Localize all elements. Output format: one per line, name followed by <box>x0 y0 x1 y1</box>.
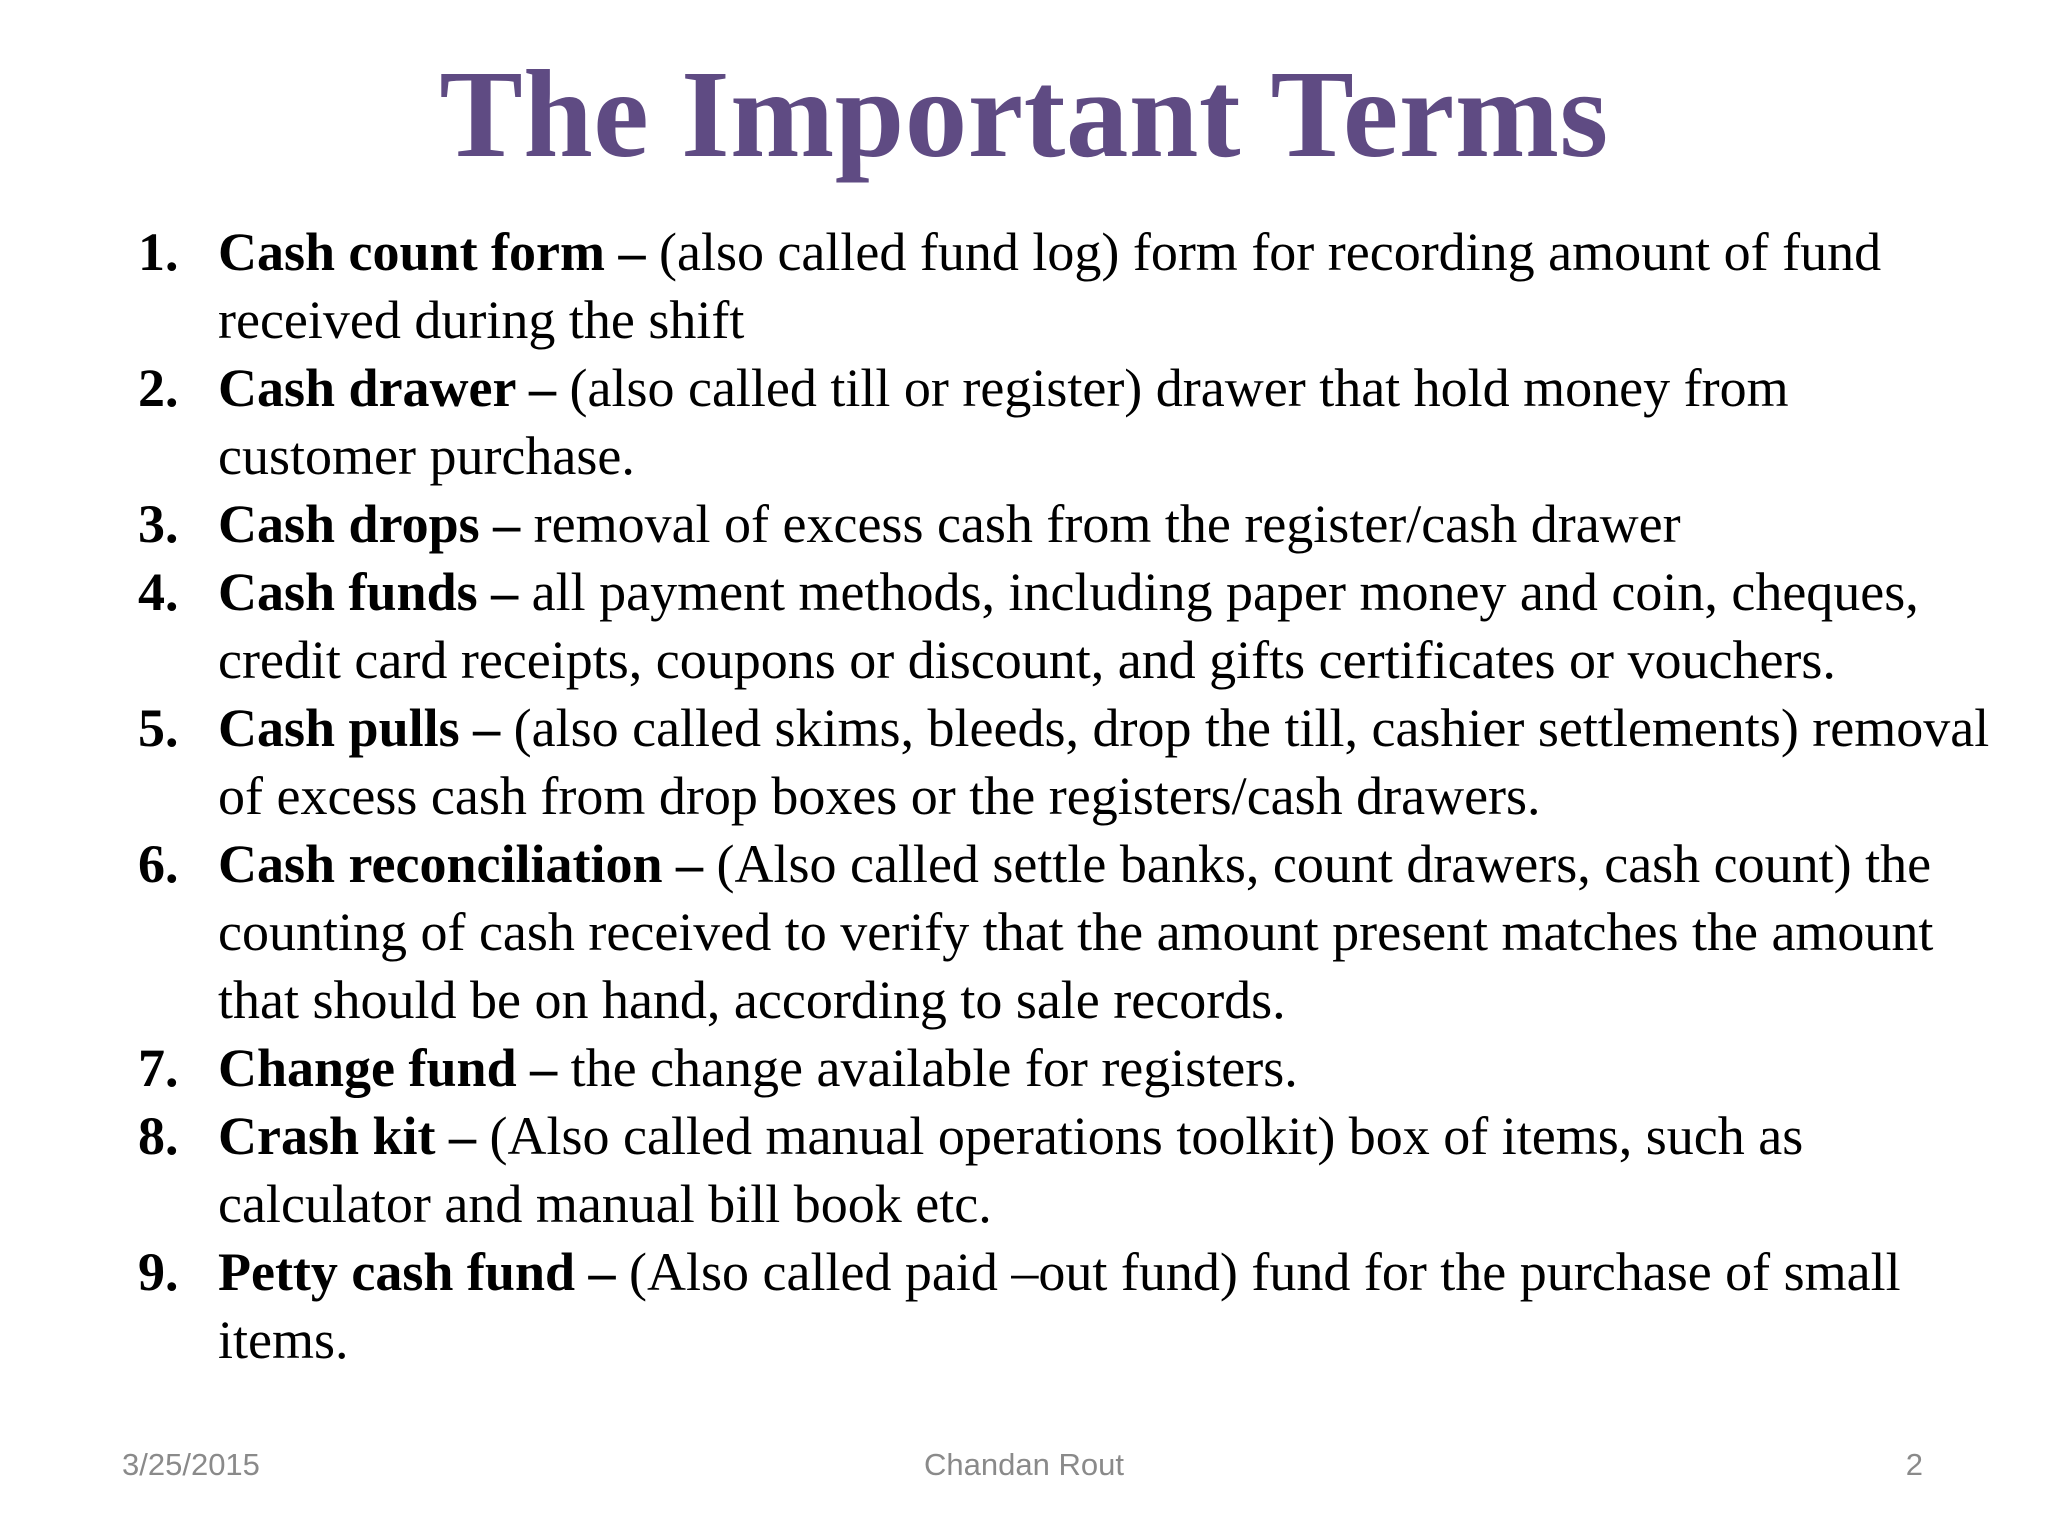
term-definition: (Also called settle banks, count drawers, cash count) the counting of cash received to verify that the amount present matches the amount that should be on hand, according to sale records. <box>218 834 1934 1030</box>
term-item-6 <box>138 830 1998 1034</box>
term-name: Cash pulls – <box>218 698 501 758</box>
term-number: 8. <box>138 1106 179 1166</box>
term-item-8 <box>138 1102 1998 1238</box>
term-number: 6. <box>138 834 179 894</box>
footer-page-number: 2 <box>1905 1447 1923 1482</box>
term-definition: (also called till or register) drawer that hold money from customer purchase. <box>218 358 1789 486</box>
term-item-3 <box>138 490 1998 558</box>
footer-date: 3/25/2015 <box>122 1447 260 1482</box>
slide-title: The Important Terms <box>439 46 1609 184</box>
term-number: 3. <box>138 494 179 554</box>
footer-author: Chandan Rout <box>924 1447 1124 1482</box>
term-name: Change fund – <box>218 1038 558 1098</box>
term-definition: (also called fund log) form for recording amount of fund received during the shift <box>218 222 1882 350</box>
term-definition: (Also called manual operations toolkit) box of items, such as calculator and manual bill book etc. <box>218 1106 1804 1234</box>
term-name: Petty cash fund – <box>218 1242 616 1302</box>
term-number: 1. <box>138 222 179 282</box>
term-item-5 <box>138 694 1998 830</box>
term-definition: (also called skims, bleeds, drop the till, cashier settlements) removal of excess cash from drop boxes or the registers/cash drawers. <box>218 698 1990 826</box>
term-name: Cash count form – <box>218 222 646 282</box>
term-item-4 <box>138 558 1998 694</box>
term-item-7 <box>138 1034 1998 1102</box>
term-number: 5. <box>138 698 179 758</box>
term-name: Cash drawer – <box>218 358 557 418</box>
term-item-2 <box>138 354 1998 490</box>
term-name: Cash reconciliation – <box>218 834 703 894</box>
term-name: Cash drops – <box>218 494 521 554</box>
terms-list <box>138 218 1998 1374</box>
term-name: Cash funds – <box>218 562 519 622</box>
term-item-1 <box>138 218 1998 354</box>
term-number: 7. <box>138 1038 179 1098</box>
term-number: 9. <box>138 1242 179 1302</box>
term-item-9 <box>138 1238 1998 1374</box>
term-definition: removal of excess cash from the register/cash drawer <box>520 494 1681 554</box>
term-definition: all payment methods, including paper money and coin, cheques, credit card receipts, coupons or discount, and gifts certificates or vouchers. <box>218 562 1919 690</box>
term-name: Crash kit – <box>218 1106 477 1166</box>
term-number: 4. <box>138 562 179 622</box>
term-definition: the change available for registers. <box>557 1038 1298 1098</box>
term-number: 2. <box>138 358 179 418</box>
term-definition: (Also called paid –out fund) fund for the purchase of small items. <box>218 1242 1901 1370</box>
